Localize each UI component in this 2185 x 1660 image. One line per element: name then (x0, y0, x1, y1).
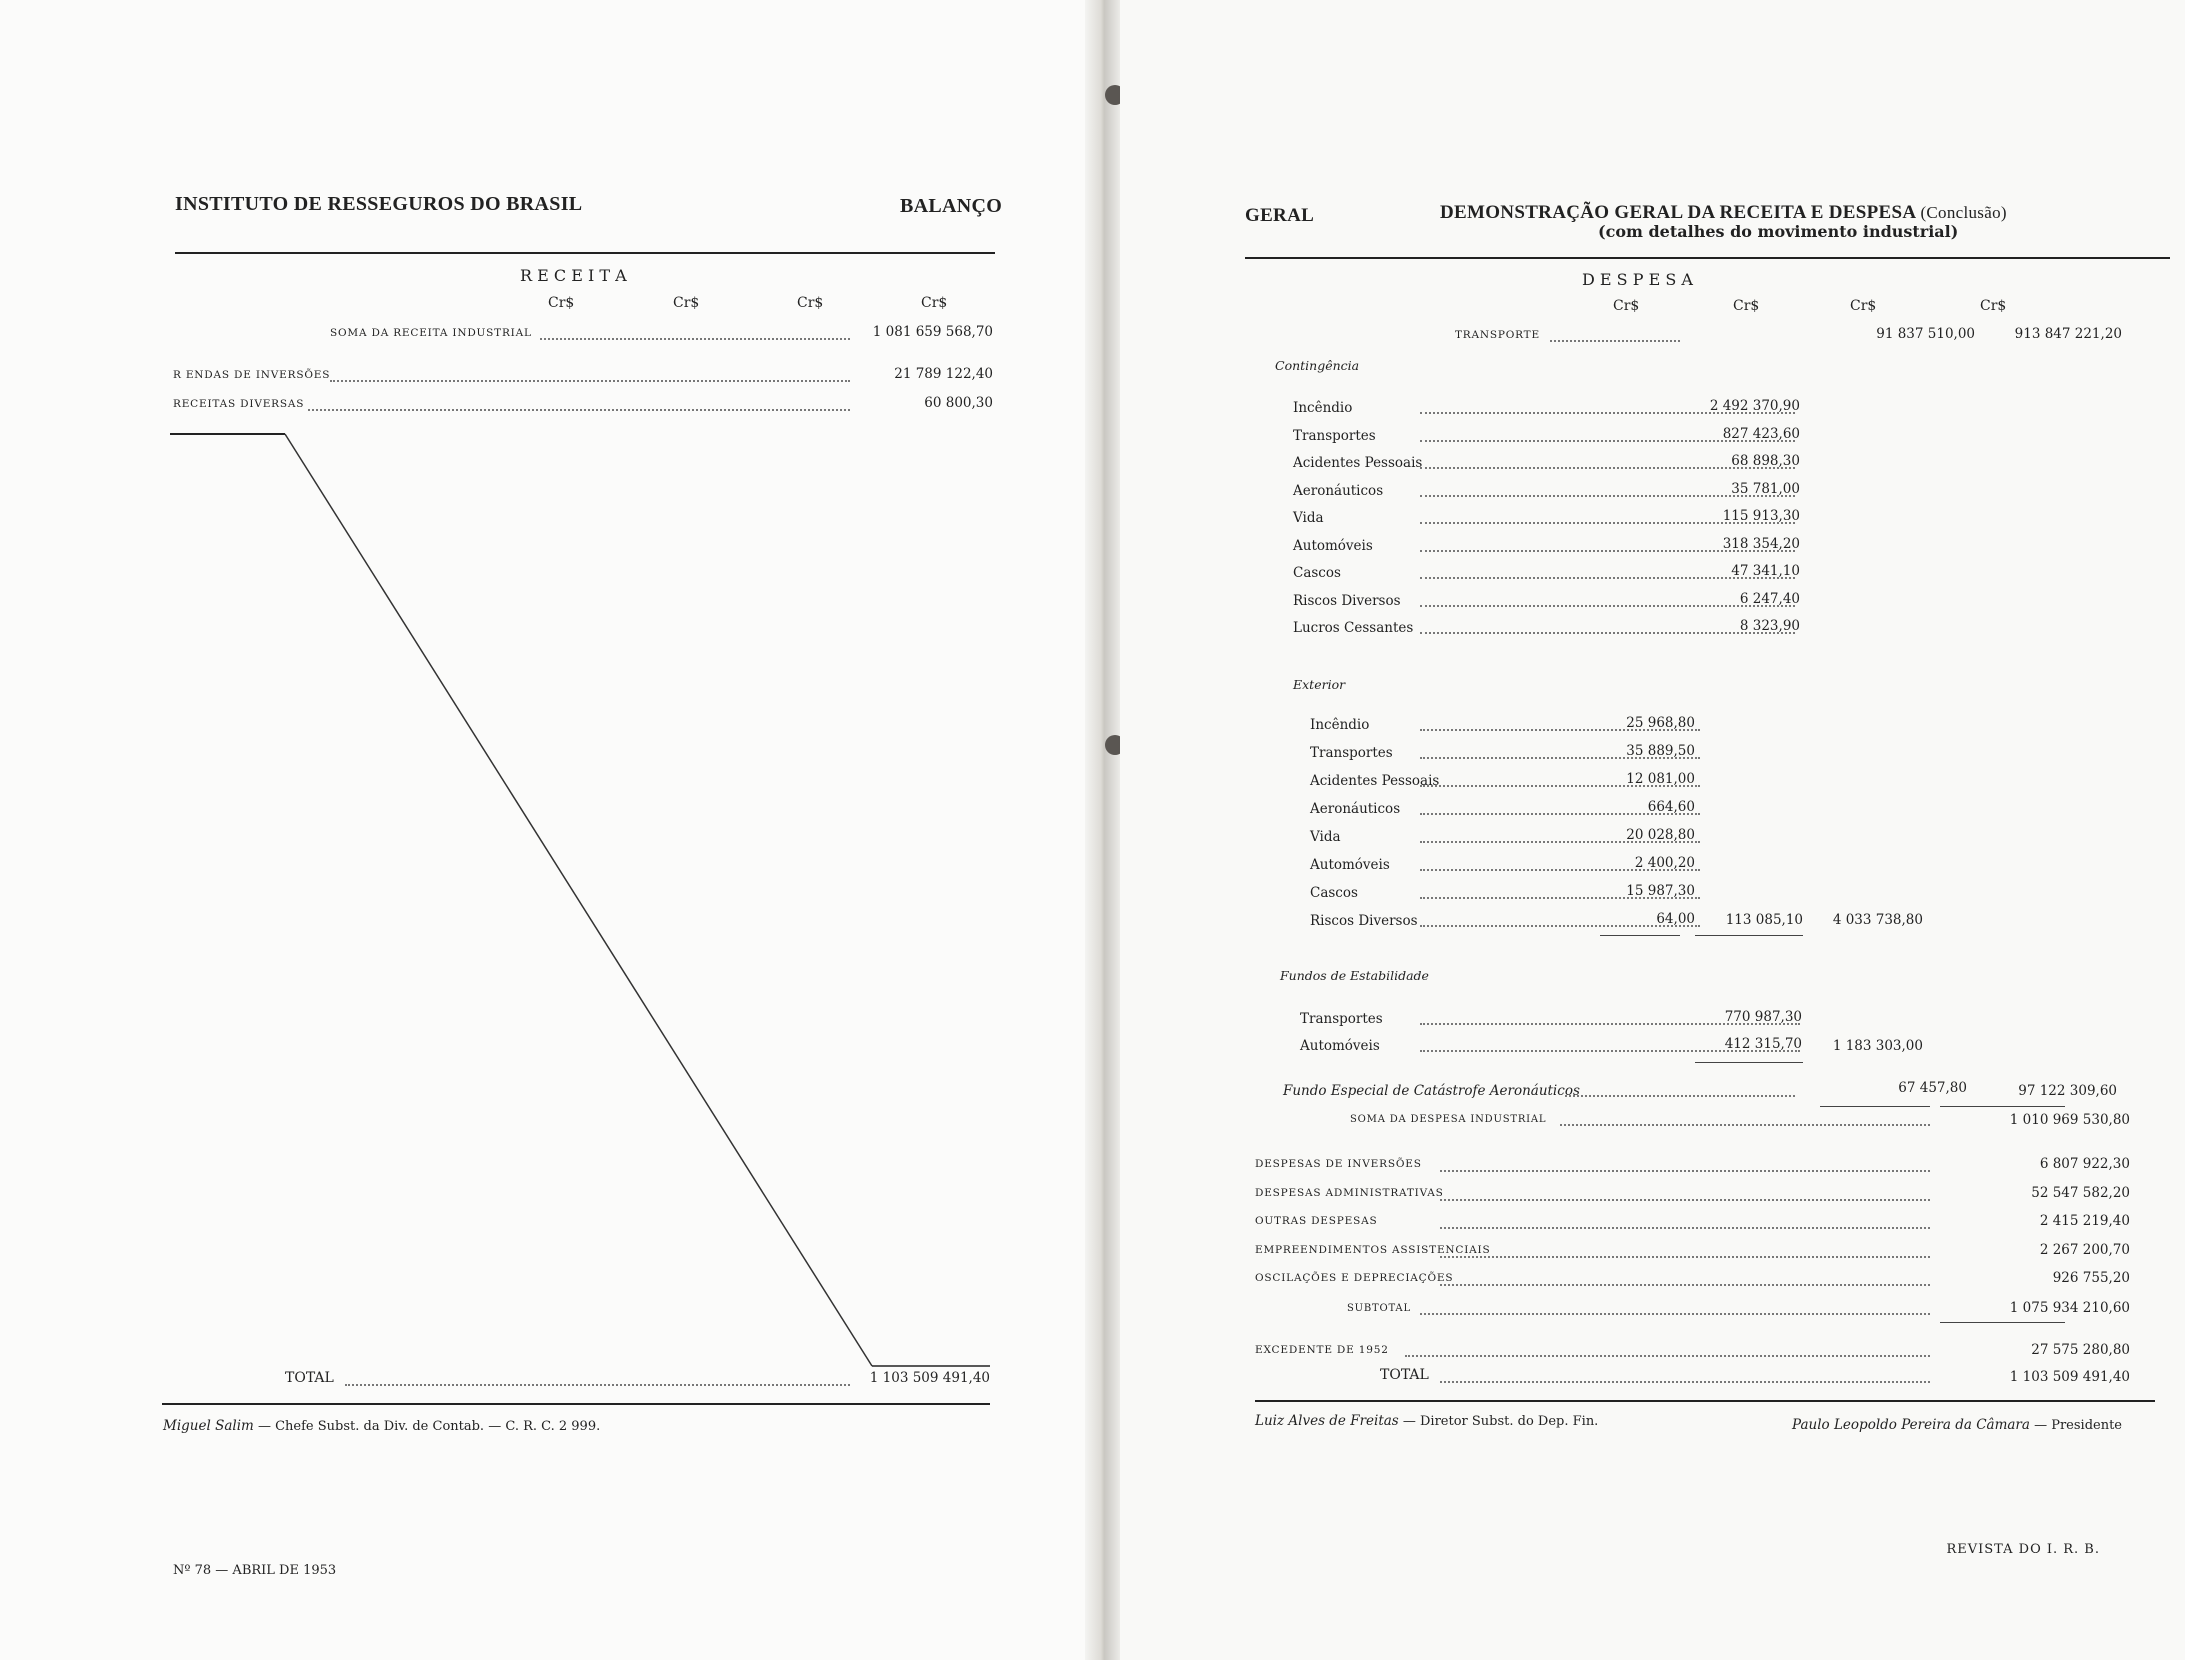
row-value: 64,00 (1656, 911, 1695, 927)
leader-dots (1565, 1095, 1795, 1097)
leader-dots (1420, 632, 1795, 634)
row-label: Aeronáuticos (1293, 482, 1384, 499)
leader-dots (1405, 1355, 1930, 1357)
underline (1600, 935, 1680, 936)
leader-dots (1420, 605, 1795, 607)
row-label: DESPESAS DE INVERSÕES (1255, 1158, 1422, 1170)
demonstration-title (1440, 202, 2007, 224)
row-label: OSCILAÇÕES E DEPRECIAÇÕES (1255, 1272, 1454, 1284)
fundo-especial-col4: 97 122 309,60 (2018, 1083, 2117, 1099)
row-value: 2 400,20 (1634, 855, 1695, 871)
row-label: Vida (1293, 510, 1324, 526)
row-value: 21 789 122,40 (894, 366, 993, 382)
demonstration-subtitle: (com detalhes do movimento industrial) (1598, 222, 1959, 241)
signature-role: — Diretor Subst. do Dep. Fin. (1402, 1414, 1599, 1429)
row-value: 6 247,40 (1739, 590, 1800, 607)
row-value: 35 889,50 (1626, 743, 1695, 759)
contingencia-heading: Contingência (1275, 358, 1360, 373)
currency-label: Cr$ (1980, 298, 2007, 314)
currency-label: Cr$ (797, 295, 824, 311)
signature-name: Miguel Salim (163, 1418, 254, 1434)
despesa-heading: D E S P E S A (1582, 270, 1693, 289)
total-label: TOTAL (285, 1370, 334, 1386)
row-label: Aeronáuticos (1310, 801, 1401, 817)
underline (1820, 1106, 1930, 1107)
leader-dots (1440, 1256, 1930, 1258)
soma-despesa-label: SOMA DA DESPESA INDUSTRIAL (1350, 1114, 1547, 1125)
signature-role: — Chefe Subst. da Div. de Contab. — C. R. C. 2 999. (257, 1419, 601, 1434)
row-value: 770 987,30 (1724, 1009, 1802, 1025)
row-label: Incêndio (1293, 400, 1353, 416)
currency-label: Cr$ (1613, 298, 1640, 314)
row-value: 318 354,20 (1722, 535, 1800, 552)
transporte-col3: 91 837 510,00 (1876, 326, 1975, 342)
row-value: 25 968,80 (1626, 715, 1695, 731)
row-label: Automóveis (1300, 1038, 1380, 1054)
currency-label: Cr$ (1850, 298, 1877, 314)
row-label: R ENDAS DE INVERSÕES (173, 369, 331, 381)
exterior-subtotal-col2: 113 085,10 (1725, 912, 1803, 928)
row-label: Lucros Cessantes (1293, 620, 1414, 636)
signature-left (1255, 1413, 1598, 1429)
row-label: Riscos Diversos (1293, 592, 1401, 609)
fundo-especial-col3: 67 457,80 (1898, 1080, 1967, 1096)
soma-despesa-value: 1 010 969 530,80 (2009, 1112, 2130, 1128)
transporte-label: TRANSPORTE (1455, 329, 1540, 341)
row-label: Incêndio (1310, 717, 1370, 733)
underline (1940, 1322, 2065, 1323)
row-value: 68 898,30 (1731, 453, 1800, 469)
title-main: DEMONSTRAÇÃO GERAL DA RECEITA E DESPESA (1440, 202, 1916, 223)
total-value: 1 103 509 491,40 (2009, 1369, 2130, 1385)
subtotal-label: SUBTOTAL (1347, 1303, 1411, 1314)
leader-dots (1550, 340, 1680, 342)
row-label: Riscos Diversos (1310, 913, 1418, 929)
title-suffix: (Conclusão) (1920, 203, 2007, 222)
subtotal-value: 1 075 934 210,60 (2009, 1300, 2130, 1316)
footer-rule (162, 1403, 990, 1405)
institution-header: INSTITUTO DE RESSEGUROS DO BRASIL (175, 193, 583, 215)
row-label: OUTRAS DESPESAS (1255, 1215, 1378, 1227)
page-footer: REVISTA DO I. R. B. (1946, 1542, 2100, 1557)
row-value: 2 267 200,70 (2039, 1241, 2130, 1258)
underline (1940, 1106, 2065, 1107)
row-value: 8 323,90 (1739, 618, 1800, 634)
underline (1695, 935, 1803, 936)
leader-dots (345, 1384, 850, 1386)
total-label: TOTAL (1380, 1367, 1429, 1383)
leader-dots (1440, 1284, 1930, 1286)
signature-name: Luiz Alves de Freitas (1255, 1413, 1399, 1429)
row-label: Automóveis (1293, 537, 1373, 554)
receita-heading: R E C E I T A (520, 266, 627, 285)
header-rule (1245, 257, 2170, 259)
row-label: Vida (1310, 829, 1341, 845)
row-value: 20 028,80 (1626, 827, 1695, 843)
underline (1695, 1062, 1803, 1063)
row-value: 60 800,30 (924, 395, 993, 411)
leader-dots (1440, 1381, 1930, 1383)
row-value: 35 781,00 (1731, 480, 1800, 497)
leader-dots (1560, 1124, 1930, 1126)
signature (163, 1418, 600, 1434)
row-label: Transportes (1310, 745, 1393, 761)
row-label: DESPESAS ADMINISTRATIVAS (1255, 1186, 1444, 1199)
fundos-heading: Fundos de Estabilidade (1280, 968, 1429, 983)
currency-label: Cr$ (921, 295, 948, 311)
currency-label: Cr$ (548, 295, 575, 311)
section-header: BALANÇO (900, 195, 1003, 217)
row-value: 926 755,20 (2052, 1270, 2130, 1286)
currency-label: Cr$ (673, 295, 700, 311)
row-value: 47 341,10 (1731, 563, 1800, 579)
leader-dots (1420, 1313, 1930, 1315)
signature-role: — Presidente (2034, 1418, 2122, 1433)
row-label: EMPREENDIMENTOS ASSISTENCIAIS (1255, 1243, 1491, 1256)
cancellation-line (0, 0, 1085, 1660)
excedente-value: 27 575 280,80 (2031, 1342, 2130, 1358)
row-value: 52 547 582,20 (2031, 1184, 2130, 1201)
leader-dots (1440, 1170, 1930, 1172)
row-label: Cascos (1310, 885, 1358, 901)
row-label: Cascos (1293, 565, 1341, 581)
book-gutter (1085, 0, 1120, 1660)
row-label: SOMA DA RECEITA INDUSTRIAL (330, 327, 532, 339)
page-footer: Nº 78 — ABRIL DE 1953 (173, 1563, 337, 1578)
row-value: 115 913,30 (1722, 508, 1800, 524)
row-value: 664,60 (1647, 799, 1695, 815)
row-label: Transportes (1293, 427, 1376, 444)
exterior-heading: Exterior (1293, 677, 1346, 692)
row-value: 15 987,30 (1626, 883, 1695, 899)
row-value: 2 492 370,90 (1709, 398, 1800, 414)
row-value: 827 423,60 (1722, 425, 1800, 442)
currency-label: Cr$ (1733, 298, 1760, 314)
fundo-especial-label: Fundo Especial de Catástrofe Aeronáuticos (1283, 1083, 1580, 1099)
fundos-subtotal-col3: 1 183 303,00 (1832, 1038, 1923, 1054)
row-value: 1 081 659 568,70 (872, 324, 993, 340)
row-value: 412 315,70 (1724, 1036, 1802, 1052)
row-label: Acidentes Pessoais (1293, 455, 1423, 471)
geral-header: GERAL (1245, 205, 1315, 226)
signature-right (1792, 1417, 2122, 1433)
row-label: Acidentes Pessoais (1310, 773, 1440, 789)
total-value: 1 103 509 491,40 (869, 1370, 990, 1386)
leader-dots (1440, 1227, 1930, 1229)
exterior-subtotal-col3: 4 033 738,80 (1832, 912, 1923, 928)
excedente-label: EXCEDENTE DE 1952 (1255, 1344, 1389, 1356)
row-value: 2 415 219,40 (2039, 1213, 2130, 1229)
row-label: Transportes (1300, 1011, 1383, 1027)
signature-name: Paulo Leopoldo Pereira da Câmara (1792, 1417, 2030, 1433)
left-page (0, 0, 1085, 1660)
row-value: 12 081,00 (1626, 771, 1695, 787)
row-value: 6 807 922,30 (2039, 1156, 2130, 1172)
right-page (1120, 0, 2185, 1660)
row-label: RECEITAS DIVERSAS (173, 398, 305, 410)
footer-rule (1255, 1400, 2155, 1402)
row-label: Automóveis (1310, 857, 1390, 873)
leader-dots (1440, 1199, 1930, 1201)
transporte-col4: 913 847 221,20 (2014, 326, 2122, 342)
